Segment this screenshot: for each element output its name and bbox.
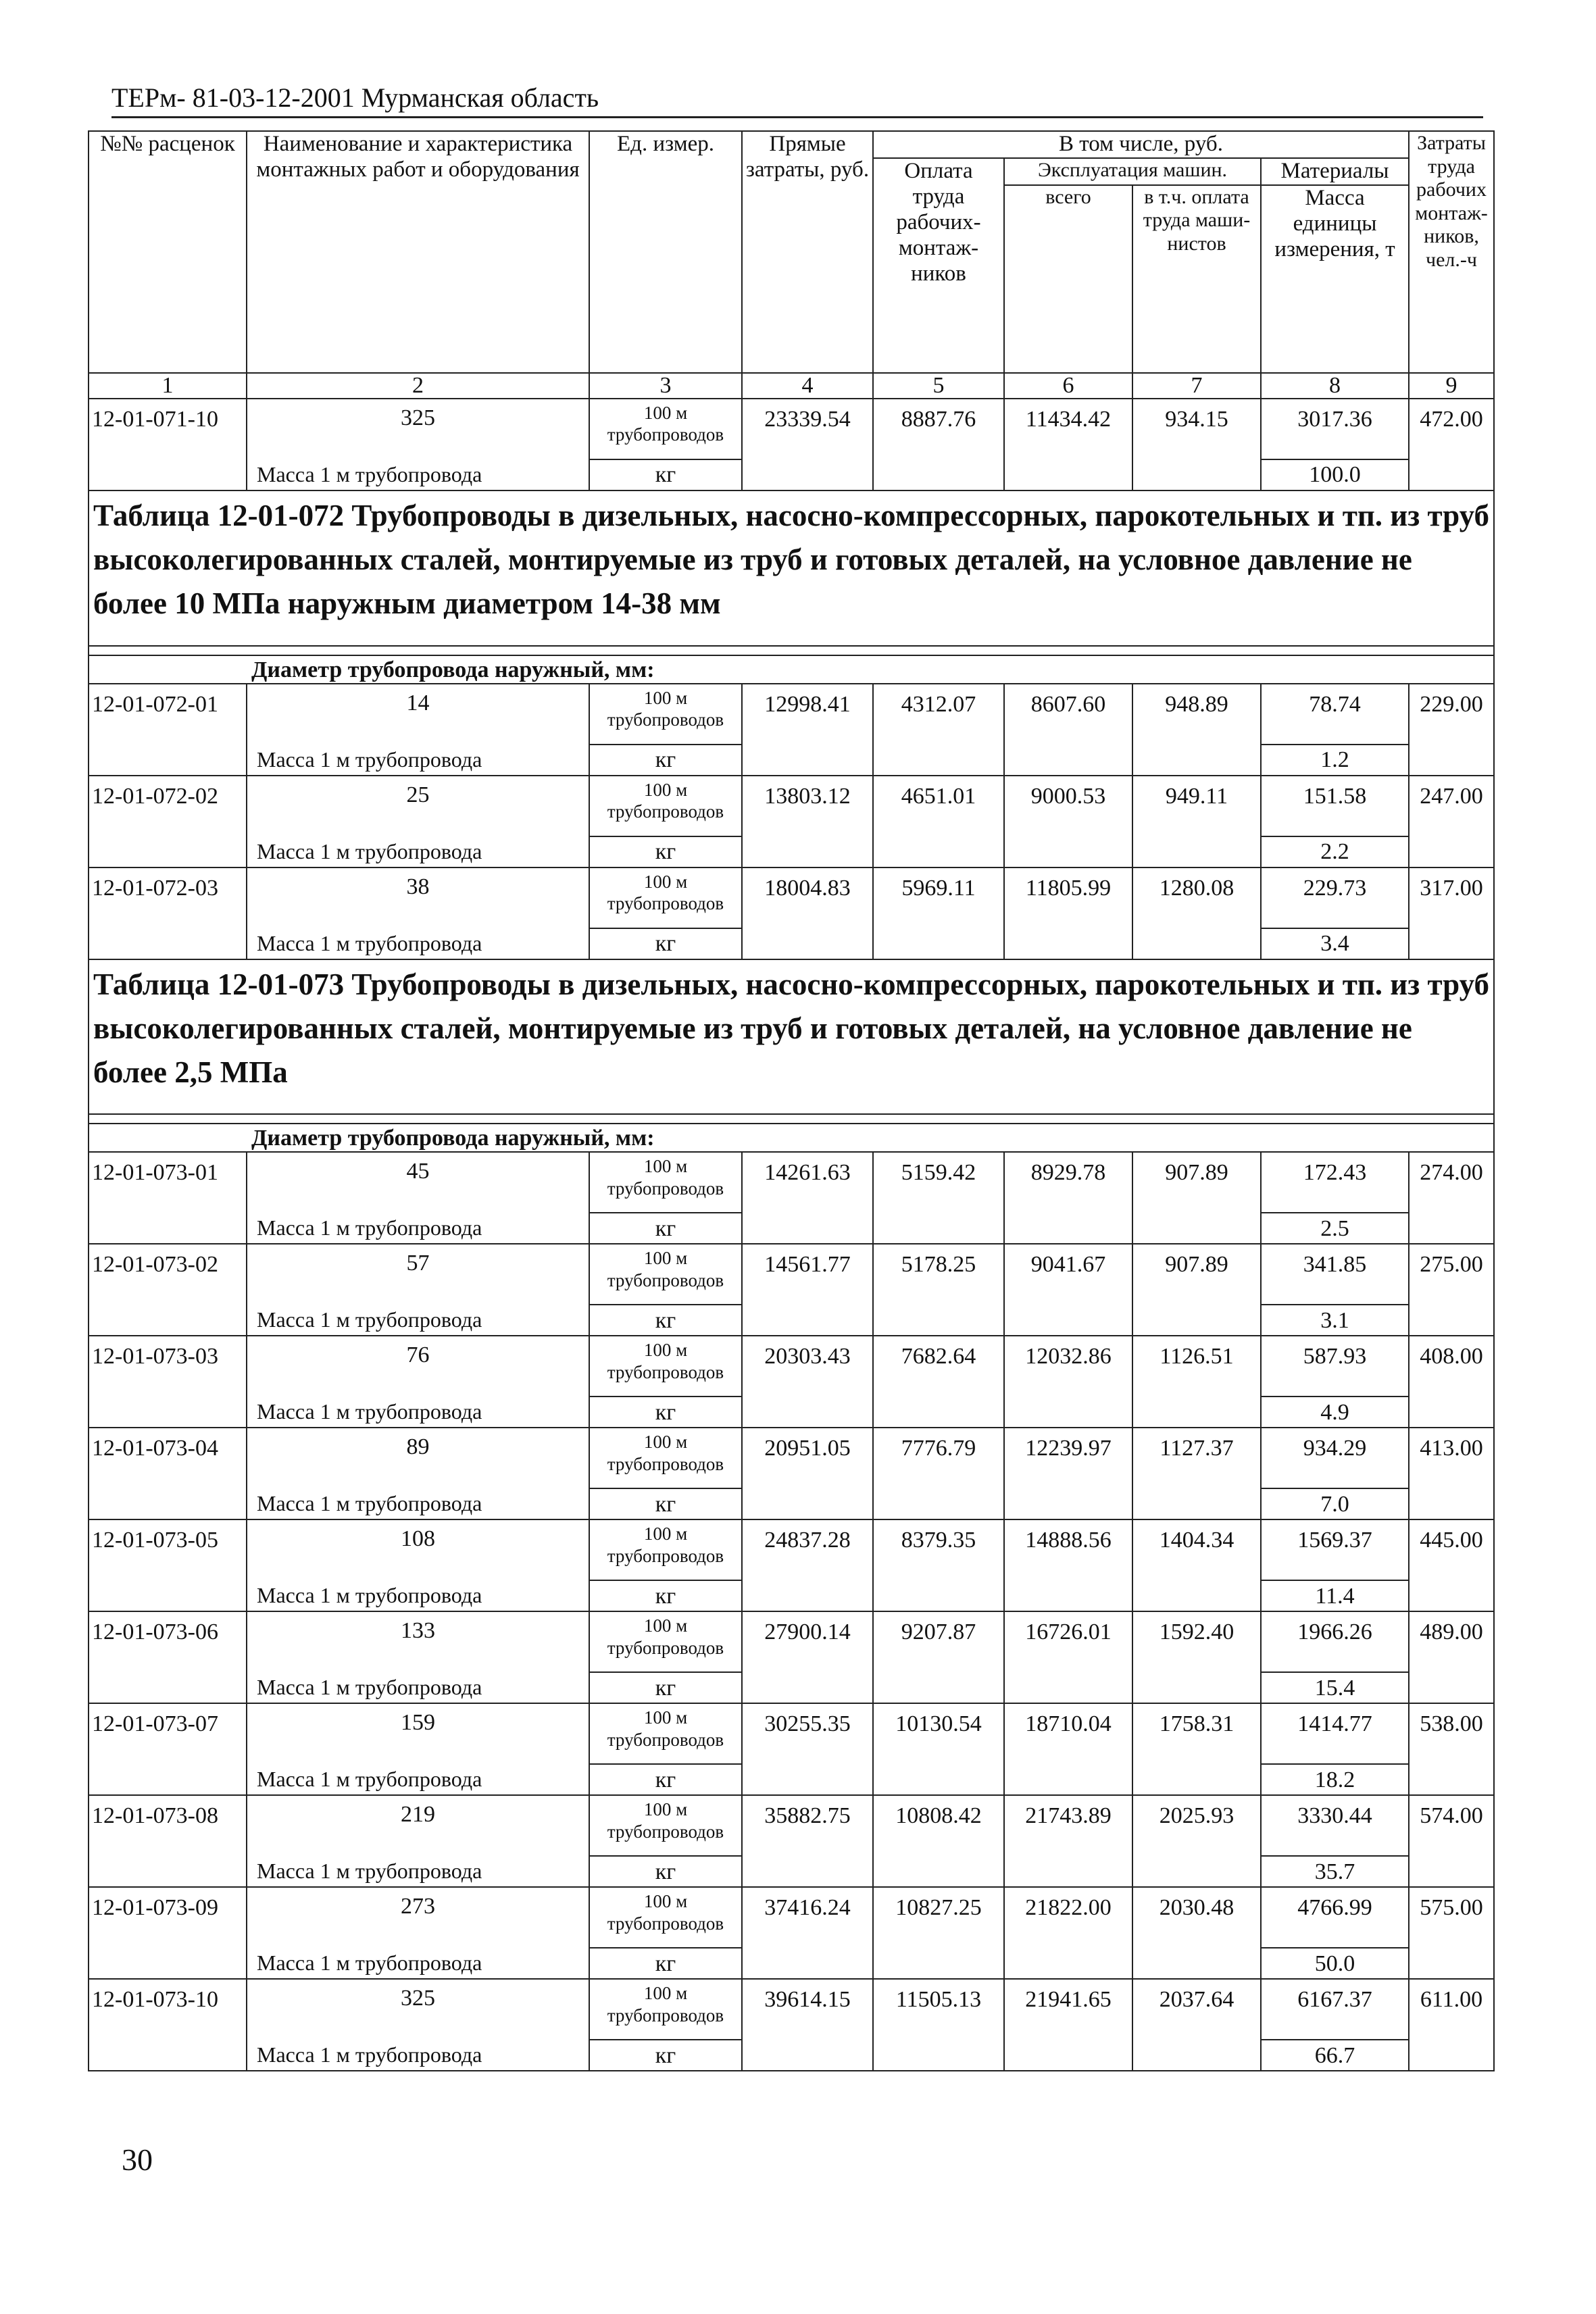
table-row — [89, 399, 1494, 459]
header-exploitation: Эксплуатация машин. — [1004, 158, 1261, 185]
table-header-row-1 — [89, 131, 1494, 158]
mass-unit: кг — [589, 836, 742, 867]
mass-unit: кг — [589, 1305, 742, 1336]
mass-unit: кг — [589, 745, 742, 776]
worker-wage: 8379.35 — [873, 1519, 1004, 1611]
worker-wage: 5969.11 — [873, 867, 1004, 959]
labor-hours: 413.00 — [1409, 1428, 1494, 1519]
work-name: 25 — [247, 776, 589, 836]
mass-label: Масса 1 м трубопровода — [247, 1213, 589, 1244]
mass-label: Масса 1 м трубопровода — [247, 1856, 589, 1887]
unit-of-measure: 100 м трубопроводов — [589, 867, 742, 928]
table-row — [89, 684, 1494, 745]
worker-wage: 11505.13 — [873, 1979, 1004, 2071]
direct-costs: 12998.41 — [742, 684, 873, 776]
unit-of-measure: 100 м трубопроводов — [589, 1336, 742, 1397]
gap-row — [89, 646, 1494, 655]
machine-total: 16726.01 — [1004, 1611, 1132, 1703]
machinist-wage: 1758.31 — [1132, 1703, 1261, 1795]
diameter-label: Диаметр трубопровода наружный, мм: — [89, 655, 1494, 684]
direct-costs: 35882.75 — [742, 1795, 873, 1887]
work-name: 325 — [247, 399, 589, 459]
materials-cost: 1569.37 — [1261, 1519, 1409, 1580]
mass-value: 2.5 — [1261, 1213, 1409, 1244]
mass-value: 3.4 — [1261, 928, 1409, 959]
machine-total: 11805.99 — [1004, 867, 1132, 959]
worker-wage: 4312.07 — [873, 684, 1004, 776]
machine-total: 18710.04 — [1004, 1703, 1132, 1795]
work-name: 76 — [247, 1336, 589, 1397]
mass-unit: кг — [589, 1397, 742, 1428]
mass-value: 3.1 — [1261, 1305, 1409, 1336]
header-code: №№ расценок — [89, 131, 247, 373]
column-numbers-row — [89, 373, 1494, 399]
materials-cost: 1414.77 — [1261, 1703, 1409, 1764]
work-name: 273 — [247, 1887, 589, 1948]
gap-cell — [89, 646, 1494, 655]
mass-label: Масса 1 м трубопровода — [247, 928, 589, 959]
mass-label: Масса 1 м трубопровода — [247, 2040, 589, 2071]
column-number: 3 — [589, 373, 742, 399]
worker-wage: 8887.76 — [873, 399, 1004, 491]
rate-code: 12-01-072-02 — [89, 776, 247, 867]
column-number: 1 — [89, 373, 247, 399]
mass-value: 7.0 — [1261, 1488, 1409, 1519]
unit-of-measure: 100 м трубопроводов — [589, 1428, 742, 1488]
machinist-wage: 907.89 — [1132, 1244, 1261, 1336]
materials-cost: 229.73 — [1261, 867, 1409, 928]
mass-unit: кг — [589, 459, 742, 491]
mass-unit: кг — [589, 1580, 742, 1611]
machinist-wage: 1127.37 — [1132, 1428, 1261, 1519]
materials-cost: 78.74 — [1261, 684, 1409, 745]
table-caption-row — [89, 491, 1494, 646]
table-row — [89, 776, 1494, 836]
table-row — [89, 1244, 1494, 1305]
labor-hours: 275.00 — [1409, 1244, 1494, 1336]
machinist-wage: 2030.48 — [1132, 1887, 1261, 1979]
page-number: 30 — [122, 2142, 153, 2177]
mass-value: 15.4 — [1261, 1672, 1409, 1703]
mass-label: Масса 1 м трубопровода — [247, 1305, 589, 1336]
worker-wage: 10808.42 — [873, 1795, 1004, 1887]
work-name: 38 — [247, 867, 589, 928]
mass-label: Масса 1 м трубопровода — [247, 1948, 589, 1979]
mass-unit: кг — [589, 1764, 742, 1795]
header-labor: Затраты труда рабочих монтаж-ников, чел.-ч — [1409, 131, 1494, 373]
mass-label: Масса 1 м трубопровода — [247, 1580, 589, 1611]
header-direct-costs: Прямые затраты, руб. — [742, 131, 873, 373]
worker-wage: 4651.01 — [873, 776, 1004, 867]
machinist-wage: 1592.40 — [1132, 1611, 1261, 1703]
mass-value: 4.9 — [1261, 1397, 1409, 1428]
machinist-wage: 2025.93 — [1132, 1795, 1261, 1887]
direct-costs: 24837.28 — [742, 1519, 873, 1611]
mass-value: 66.7 — [1261, 2040, 1409, 2071]
labor-hours: 575.00 — [1409, 1887, 1494, 1979]
table-row — [89, 1795, 1494, 1856]
labor-hours: 489.00 — [1409, 1611, 1494, 1703]
machine-total: 8607.60 — [1004, 684, 1132, 776]
direct-costs: 14261.63 — [742, 1152, 873, 1244]
work-name: 159 — [247, 1703, 589, 1764]
mass-label: Масса 1 м трубопровода — [247, 745, 589, 776]
materials-cost: 587.93 — [1261, 1336, 1409, 1397]
machine-total: 9041.67 — [1004, 1244, 1132, 1336]
machine-total: 12032.86 — [1004, 1336, 1132, 1428]
header-wage: Оплата труда рабочих-монтаж-ников — [873, 158, 1004, 373]
machinist-wage: 1404.34 — [1132, 1519, 1261, 1611]
machine-total: 12239.97 — [1004, 1428, 1132, 1519]
document-title: ТЕРм- 81-03-12-2001 Мурманская область — [111, 82, 599, 113]
unit-of-measure: 100 м трубопроводов — [589, 1795, 742, 1856]
work-name: 133 — [247, 1611, 589, 1672]
worker-wage: 7776.79 — [873, 1428, 1004, 1519]
direct-costs: 20303.43 — [742, 1336, 873, 1428]
header-name: Наименование и характеристика монтажных работ и оборудования — [247, 131, 589, 373]
mass-label: Масса 1 м трубопровода — [247, 1672, 589, 1703]
column-number: 9 — [1409, 373, 1494, 399]
work-name: 45 — [247, 1152, 589, 1213]
direct-costs: 23339.54 — [742, 399, 873, 491]
mass-unit: кг — [589, 928, 742, 959]
work-name: 57 — [247, 1244, 589, 1305]
table-row — [89, 1152, 1494, 1213]
rate-code: 12-01-073-01 — [89, 1152, 247, 1244]
unit-of-measure: 100 м трубопроводов — [589, 776, 742, 836]
machinist-wage: 907.89 — [1132, 1152, 1261, 1244]
table-row — [89, 1887, 1494, 1948]
materials-cost: 3330.44 — [1261, 1795, 1409, 1856]
header-machine-total: всего — [1004, 185, 1132, 373]
subcaption-row — [89, 1124, 1494, 1152]
rate-code: 12-01-073-03 — [89, 1336, 247, 1428]
worker-wage: 7682.64 — [873, 1336, 1004, 1428]
mass-value: 2.2 — [1261, 836, 1409, 867]
mass-value: 18.2 — [1261, 1764, 1409, 1795]
table-caption-row — [89, 959, 1494, 1115]
direct-costs: 39614.15 — [742, 1979, 873, 2071]
unit-of-measure: 100 м трубопроводов — [589, 1611, 742, 1672]
materials-cost: 172.43 — [1261, 1152, 1409, 1213]
gap-cell — [89, 1114, 1494, 1124]
page-header — [111, 73, 1483, 118]
materials-cost: 3017.36 — [1261, 399, 1409, 459]
materials-cost: 1966.26 — [1261, 1611, 1409, 1672]
labor-hours: 274.00 — [1409, 1152, 1494, 1244]
work-name: 14 — [247, 684, 589, 745]
column-number: 8 — [1261, 373, 1409, 399]
mass-value: 100.0 — [1261, 459, 1409, 491]
column-number: 4 — [742, 373, 873, 399]
labor-hours: 229.00 — [1409, 684, 1494, 776]
column-number: 2 — [247, 373, 589, 399]
machine-total: 21743.89 — [1004, 1795, 1132, 1887]
column-number: 6 — [1004, 373, 1132, 399]
mass-value: 1.2 — [1261, 745, 1409, 776]
table-row — [89, 1703, 1494, 1764]
mass-label: Масса 1 м трубопровода — [247, 836, 589, 867]
unit-of-measure: 100 м трубопроводов — [589, 1887, 742, 1948]
work-name: 89 — [247, 1428, 589, 1488]
materials-cost: 6167.37 — [1261, 1979, 1409, 2040]
labor-hours: 611.00 — [1409, 1979, 1494, 2071]
unit-of-measure: 100 м трубопроводов — [589, 1979, 742, 2040]
direct-costs: 18004.83 — [742, 867, 873, 959]
header-group: В том числе, руб. — [873, 131, 1409, 158]
rate-code: 12-01-073-04 — [89, 1428, 247, 1519]
unit-of-measure: 100 м трубопроводов — [589, 1703, 742, 1764]
direct-costs: 37416.24 — [742, 1887, 873, 1979]
work-name: 108 — [247, 1519, 589, 1580]
machinist-wage: 2037.64 — [1132, 1979, 1261, 2071]
mass-label: Масса 1 м трубопровода — [247, 1488, 589, 1519]
labor-hours: 317.00 — [1409, 867, 1494, 959]
table-row — [89, 867, 1494, 928]
mass-unit: кг — [589, 1488, 742, 1519]
unit-of-measure: 100 м трубопроводов — [589, 684, 742, 745]
labor-hours: 247.00 — [1409, 776, 1494, 867]
price-table — [88, 130, 1495, 2071]
mass-unit: кг — [589, 2040, 742, 2071]
machinist-wage: 1126.51 — [1132, 1336, 1261, 1428]
labor-hours: 472.00 — [1409, 399, 1494, 491]
unit-of-measure: 100 м трубопроводов — [589, 1244, 742, 1305]
rate-code: 12-01-072-01 — [89, 684, 247, 776]
table-row — [89, 1336, 1494, 1397]
machine-total: 21941.65 — [1004, 1979, 1132, 2071]
worker-wage: 10827.25 — [873, 1887, 1004, 1979]
column-number: 7 — [1132, 373, 1261, 399]
direct-costs: 20951.05 — [742, 1428, 873, 1519]
worker-wage: 9207.87 — [873, 1611, 1004, 1703]
direct-costs: 27900.14 — [742, 1611, 873, 1703]
machine-total: 21822.00 — [1004, 1887, 1132, 1979]
rate-code: 12-01-073-09 — [89, 1887, 247, 1979]
labor-hours: 538.00 — [1409, 1703, 1494, 1795]
mass-unit: кг — [589, 1672, 742, 1703]
header-materials: Материалы — [1261, 158, 1409, 185]
table-row — [89, 1428, 1494, 1488]
rate-code: 12-01-073-10 — [89, 1979, 247, 2071]
worker-wage: 5178.25 — [873, 1244, 1004, 1336]
mass-unit: кг — [589, 1213, 742, 1244]
rate-code: 12-01-073-08 — [89, 1795, 247, 1887]
rate-code: 12-01-072-03 — [89, 867, 247, 959]
rate-code: 12-01-073-07 — [89, 1703, 247, 1795]
header-unit: Ед. измер. — [589, 131, 742, 373]
direct-costs: 30255.35 — [742, 1703, 873, 1795]
rate-code: 12-01-073-05 — [89, 1519, 247, 1611]
column-number: 5 — [873, 373, 1004, 399]
subcaption-row — [89, 655, 1494, 684]
gap-row — [89, 1114, 1494, 1124]
labor-hours: 445.00 — [1409, 1519, 1494, 1611]
work-name: 325 — [247, 1979, 589, 2040]
mass-label: Масса 1 м трубопровода — [247, 1764, 589, 1795]
machinist-wage: 1280.08 — [1132, 867, 1261, 959]
worker-wage: 10130.54 — [873, 1703, 1004, 1795]
machinist-wage: 934.15 — [1132, 399, 1261, 491]
machinist-wage: 949.11 — [1132, 776, 1261, 867]
unit-of-measure: 100 м трубопроводов — [589, 1152, 742, 1213]
labor-hours: 574.00 — [1409, 1795, 1494, 1887]
mass-unit: кг — [589, 1948, 742, 1979]
worker-wage: 5159.42 — [873, 1152, 1004, 1244]
mass-label: Масса 1 м трубопровода — [247, 459, 589, 491]
direct-costs: 13803.12 — [742, 776, 873, 867]
machine-total: 11434.42 — [1004, 399, 1132, 491]
rate-code: 12-01-073-02 — [89, 1244, 247, 1336]
rate-code: 12-01-071-10 — [89, 399, 247, 491]
labor-hours: 408.00 — [1409, 1336, 1494, 1428]
mass-value: 11.4 — [1261, 1580, 1409, 1611]
unit-of-measure: 100 м трубопроводов — [589, 399, 742, 459]
materials-cost: 151.58 — [1261, 776, 1409, 836]
mass-value: 50.0 — [1261, 1948, 1409, 1979]
table-row — [89, 1519, 1494, 1580]
table-caption: Таблица 12-01-073 Трубопроводы в дизельных, насосно-компрессорных, парокотельных и тп. из труб высоколегированных сталей, монтируемые из труб и готовых деталей, на условное давление не более 2,5 МПа — [89, 959, 1494, 1115]
unit-of-measure: 100 м трубопроводов — [589, 1519, 742, 1580]
table-row — [89, 1979, 1494, 2040]
table-row — [89, 1611, 1494, 1672]
machine-total: 14888.56 — [1004, 1519, 1132, 1611]
mass-value: 35.7 — [1261, 1856, 1409, 1887]
materials-cost: 4766.99 — [1261, 1887, 1409, 1948]
header-mass: Масса единицы измерения, т — [1261, 185, 1409, 373]
header-machinist-wage: в т.ч. оплата труда маши-нистов — [1132, 185, 1261, 373]
table-caption: Таблица 12-01-072 Трубопроводы в дизельных, насосно-компрессорных, парокотельных и тп. из труб высоколегированных сталей, монтируемые из труб и готовых деталей, на условное давление не более 10 МПа наружным диаметром 14-38 мм — [89, 491, 1494, 646]
materials-cost: 934.29 — [1261, 1428, 1409, 1488]
diameter-label: Диаметр трубопровода наружный, мм: — [89, 1124, 1494, 1152]
materials-cost: 341.85 — [1261, 1244, 1409, 1305]
machine-total: 8929.78 — [1004, 1152, 1132, 1244]
machinist-wage: 948.89 — [1132, 684, 1261, 776]
rate-code: 12-01-073-06 — [89, 1611, 247, 1703]
mass-label: Масса 1 м трубопровода — [247, 1397, 589, 1428]
machine-total: 9000.53 — [1004, 776, 1132, 867]
direct-costs: 14561.77 — [742, 1244, 873, 1336]
mass-unit: кг — [589, 1856, 742, 1887]
work-name: 219 — [247, 1795, 589, 1856]
